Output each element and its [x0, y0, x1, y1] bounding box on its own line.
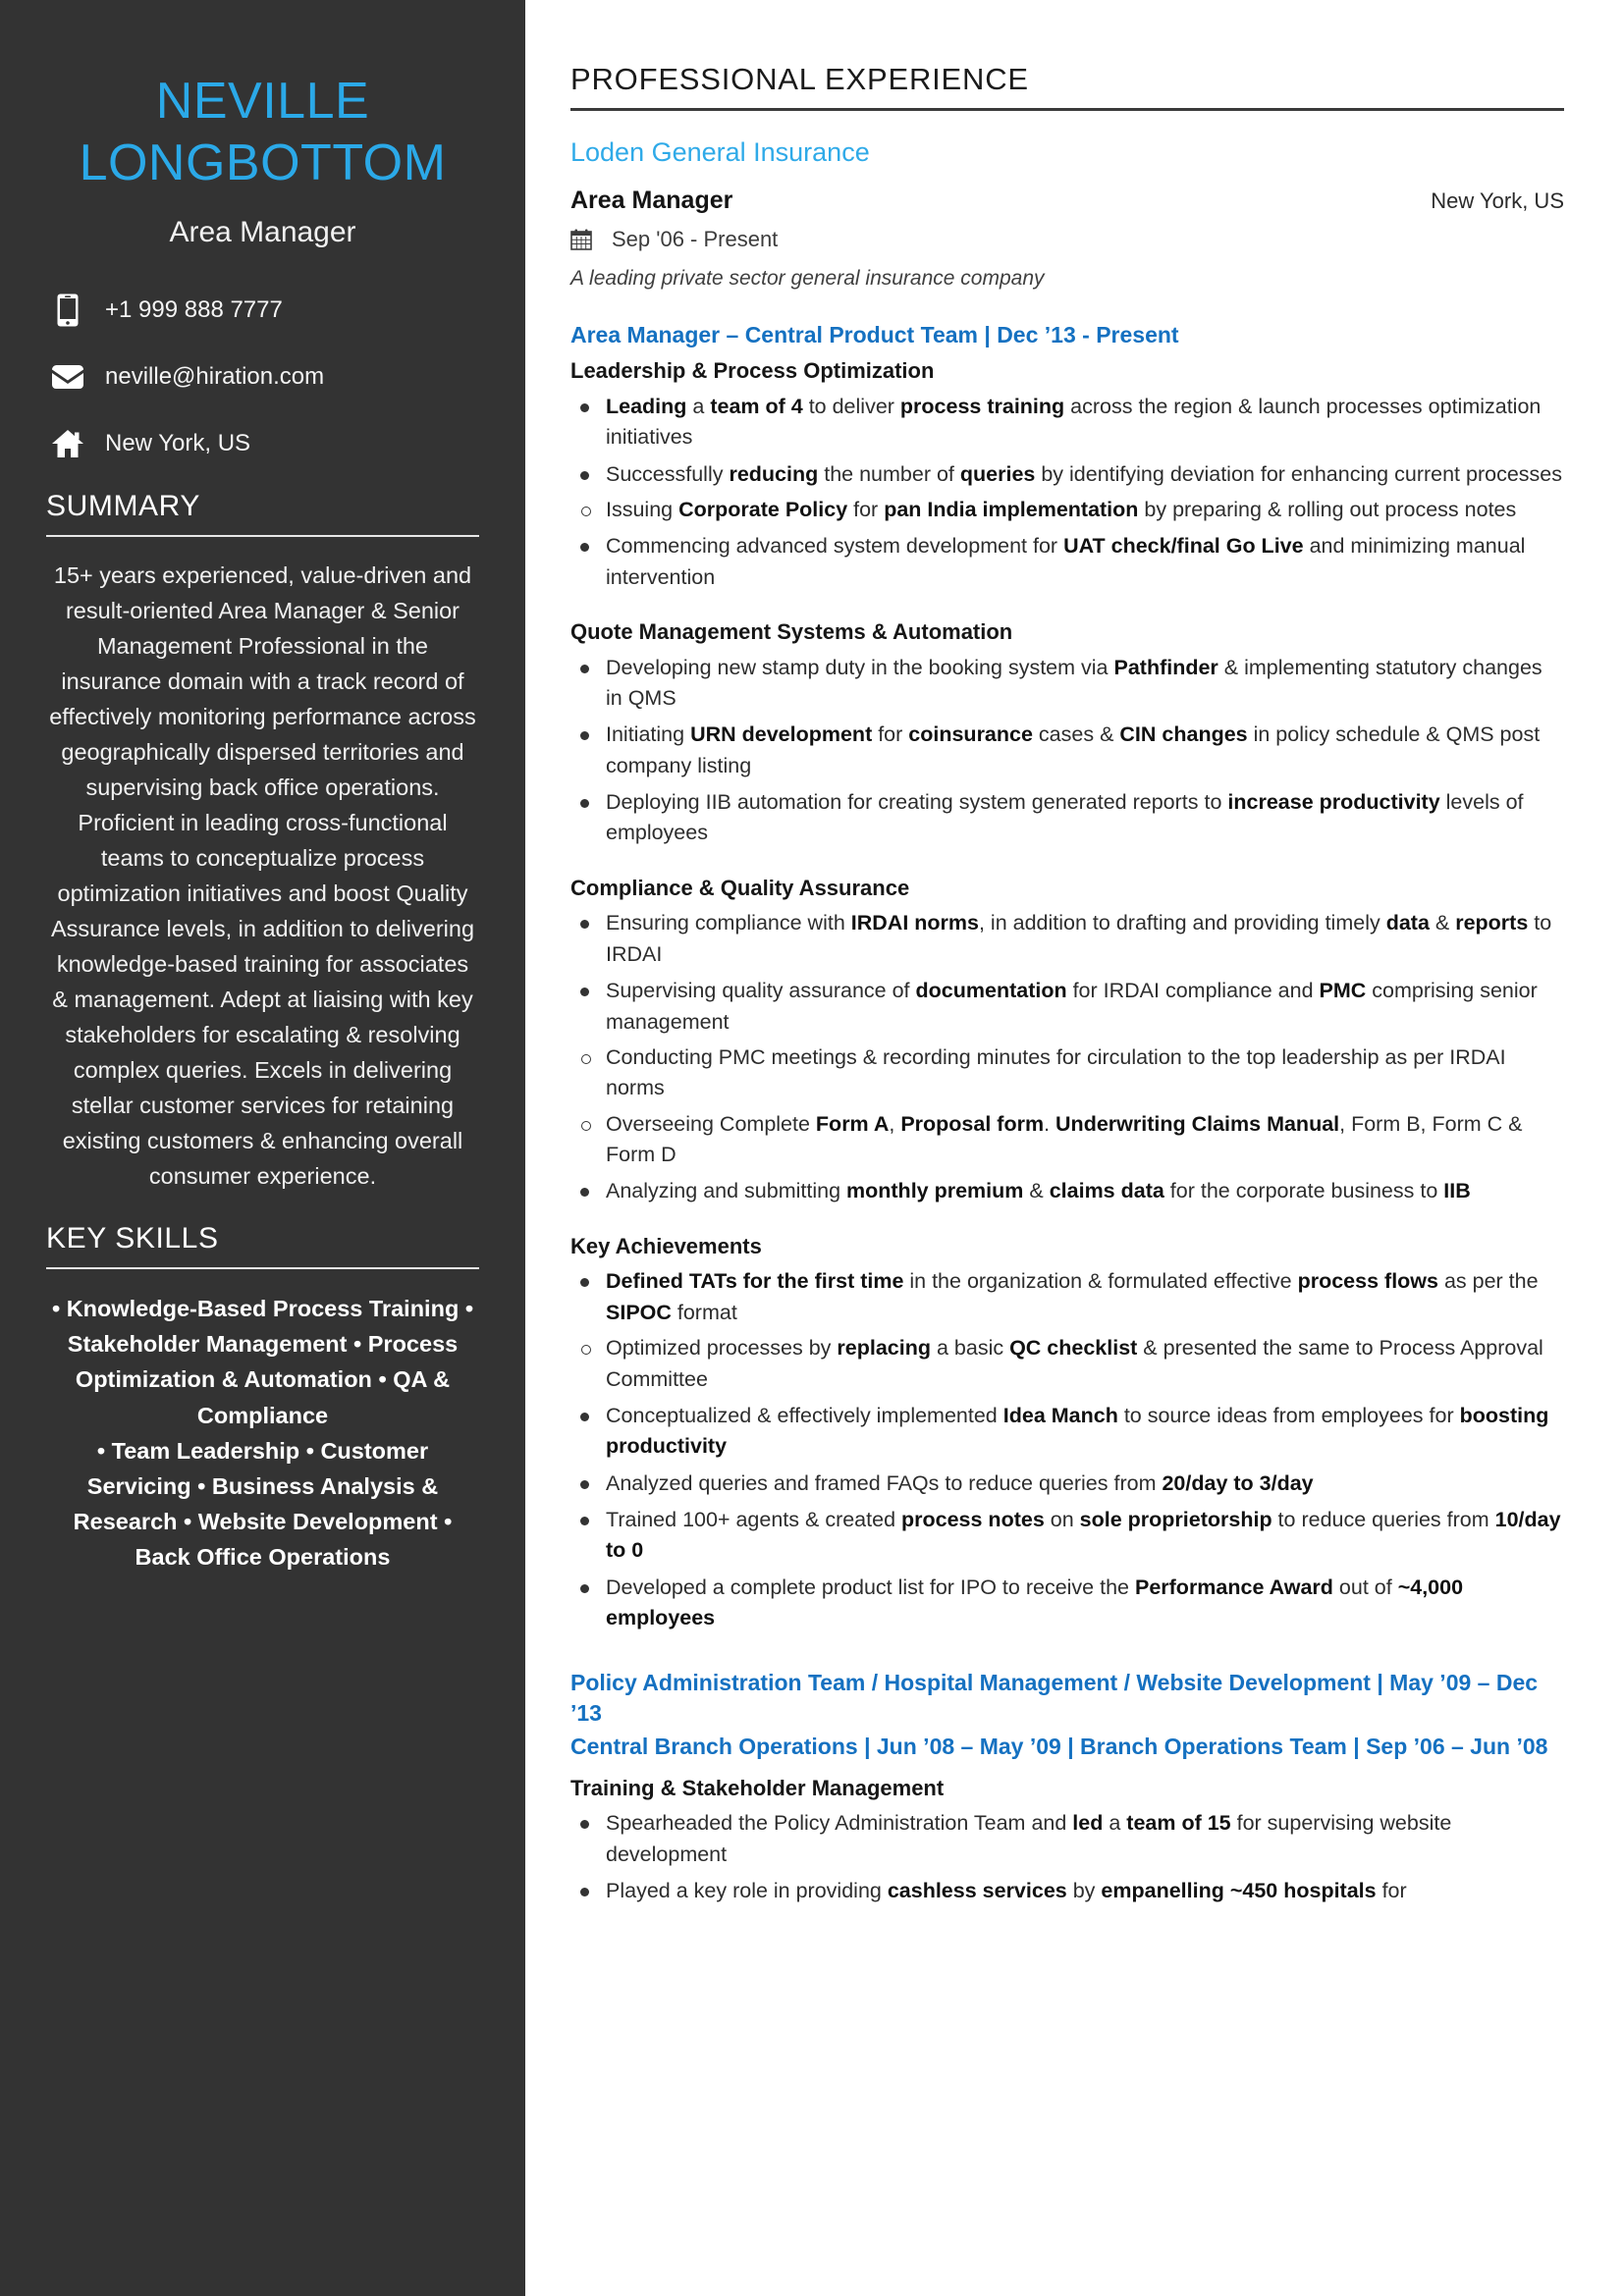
- key-skills-line: • Team Leadership • Customer Servicing • Business Analysis & Research • Website Development • Back Office Operations: [73, 1437, 453, 1571]
- sub-bullet-item: Issuing Corporate Policy for pan India implementation by preparing & rolling out process notes: [570, 495, 1564, 525]
- name-block: [44, 0, 481, 195]
- date-range: Sep '06 - Present: [612, 226, 779, 251]
- experience-group: [570, 875, 1564, 1207]
- bullet-item: Supervising quality assurance of documentation for IRDAI compliance and PMC comprising senior management: [570, 976, 1564, 1038]
- sidebar: [0, 0, 525, 2296]
- summary-section: [44, 488, 481, 1195]
- contact-list: [44, 288, 481, 466]
- key-skills-list: [44, 1291, 481, 1575]
- company-description: A leading private sector general insurance company: [570, 267, 1045, 291]
- bullet-item: Ensuring compliance with IRDAI norms, in addition to drafting and providing timely data & reports to IRDAI: [570, 908, 1564, 970]
- section-heading-professional-experience: PROFESSIONAL EXPERIENCE: [570, 62, 1029, 96]
- sub-bullet-item: Overseeing Complete Form A, Proposal form. Underwriting Claims Manual, Form B, Form C & Form D: [570, 1109, 1564, 1171]
- experience-group: [570, 1233, 1564, 1634]
- bullet-item: Conceptualized & effectively implemented Idea Manch to source ideas from employees for boosting productivity: [570, 1401, 1564, 1463]
- home-icon: [46, 429, 89, 458]
- calendar-icon: [570, 229, 596, 250]
- contact-location[interactable]: [44, 421, 481, 466]
- bullet-item: Played a key role in providing cashless services by empanelling ~450 hospitals for: [570, 1876, 1564, 1906]
- section-divider: [570, 108, 1564, 111]
- sub-bullet-item: Conducting PMC meetings & recording minutes for circulation to the top leadership as per IRDAI norms: [570, 1042, 1564, 1104]
- key-skills-section: [44, 1220, 481, 1575]
- company-name: Loden General Insurance: [570, 137, 870, 168]
- sub-bullet-list: [570, 495, 1564, 525]
- contact-email[interactable]: [44, 354, 481, 400]
- role-title: Area Manager: [570, 186, 733, 214]
- email-text: neville@hiration.com: [105, 363, 325, 391]
- phone-text: +1 999 888 7777: [105, 296, 283, 324]
- experience-group: [570, 1775, 1564, 1907]
- bullet-list: [570, 1808, 1564, 1906]
- sub-bullet-item: Optimized processes by replacing a basic QC checklist & presented the same to Process Approval Committee: [570, 1333, 1564, 1395]
- sub-bullet-list: [570, 1042, 1564, 1171]
- prior-role-heading: Policy Administration Team / Hospital Management / Website Development | May ’09 – Dec ’13: [570, 1669, 1539, 1727]
- sidebar-job-title: Area Manager: [169, 215, 356, 248]
- group-subheading: Leadership & Process Optimization: [570, 358, 935, 384]
- bullet-list: [570, 392, 1564, 593]
- date-row: [570, 227, 1564, 252]
- group-subheading: Compliance & Quality Assurance: [570, 875, 910, 900]
- role-row: [570, 186, 1564, 215]
- first-name: NEVILLE: [155, 73, 370, 130]
- role-location: New York, US: [1431, 187, 1564, 213]
- key-skills-heading: KEY SKILLS: [46, 1221, 219, 1255]
- bullet-list: [570, 908, 1564, 1206]
- experience-group: [570, 357, 1564, 593]
- group-subheading: Quote Management Systems & Automation: [570, 619, 1013, 644]
- contact-phone[interactable]: [44, 288, 481, 333]
- key-skills-line: • Knowledge-Based Process Training • Stakeholder Management • Process Optimization & Automation • QA & Compliance: [51, 1296, 474, 1428]
- bullet-item: Spearheaded the Policy Administration Team and led a team of 15 for supervising website development: [570, 1808, 1564, 1870]
- summary-text: 15+ years experienced, value-driven and result-oriented Area Manager & Senior Management Professional in the insurance domain with a track record of effectively monitoring performance across geographically dispersed territories and supervising back office operations. Proficient in leading cross-functional teams to conceptualize process optimization initiatives and boost Quality Assurance levels, in addition to delivering knowledge-based training for associates & management. Adept at liaising with key stakeholders for escalating & resolving complex queries. Excels in delivering stellar customer services for retaining existing customers & enhancing overall consumer experience.: [49, 562, 476, 1189]
- summary-divider: [46, 535, 479, 537]
- group-subheading: Training & Stakeholder Management: [570, 1775, 945, 1800]
- bullet-item: Developing new stamp duty in the booking system via Pathfinder & implementing statutory changes in QMS: [570, 653, 1564, 715]
- bullet-item: Initiating URN development for coinsurance cases & CIN changes in policy schedule & QMS post company listing: [570, 720, 1564, 781]
- prior-roles-block: [570, 1668, 1564, 1763]
- bullet-item: Analyzed queries and framed FAQs to reduce queries from 20/day to 3/day: [570, 1468, 1564, 1499]
- key-skills-divider: [46, 1267, 479, 1269]
- bullet-item: Trained 100+ agents & created process notes on sole proprietorship to reduce queries from 10/day to 0: [570, 1505, 1564, 1567]
- bullet-item: Successfully reducing the number of queries by identifying deviation for enhancing current processes: [570, 459, 1564, 490]
- bullet-item: Analyzing and submitting monthly premium & claims data for the corporate business to IIB: [570, 1176, 1564, 1206]
- group-subheading: Key Achievements: [570, 1233, 762, 1258]
- mobile-phone-icon: [46, 294, 89, 327]
- prior-role-heading: Central Branch Operations | Jun ’08 – May ’09 | Branch Operations Team | Sep ’06 – Jun ’08: [570, 1734, 1548, 1759]
- sub-bullet-list: [570, 1333, 1564, 1395]
- bullet-item: Commencing advanced system development for UAT check/final Go Live and minimizing manual intervention: [570, 531, 1564, 593]
- bullet-item: Developed a complete product list for IPO to receive the Performance Award out of ~4,000 employees: [570, 1573, 1564, 1634]
- bullet-item: Defined TATs for the first time in the organization & formulated effective process flows as per the SIPOC format: [570, 1266, 1564, 1328]
- experience-group: [570, 618, 1564, 849]
- bullet-item: Leading a team of 4 to deliver process training across the region & launch processes optimization initiatives: [570, 392, 1564, 454]
- last-name: LONGBOTTOM: [79, 134, 447, 192]
- bullet-item: Deploying IIB automation for creating system generated reports to increase productivity levels of employees: [570, 787, 1564, 849]
- summary-heading: SUMMARY: [46, 489, 200, 522]
- bullet-list: [570, 653, 1564, 849]
- location-text: New York, US: [105, 430, 251, 457]
- main-content: [525, 0, 1623, 2296]
- bullet-list: [570, 1266, 1564, 1633]
- envelope-icon: [46, 364, 89, 390]
- position-heading: Area Manager – Central Product Team | Dec ’13 - Present: [570, 321, 1179, 347]
